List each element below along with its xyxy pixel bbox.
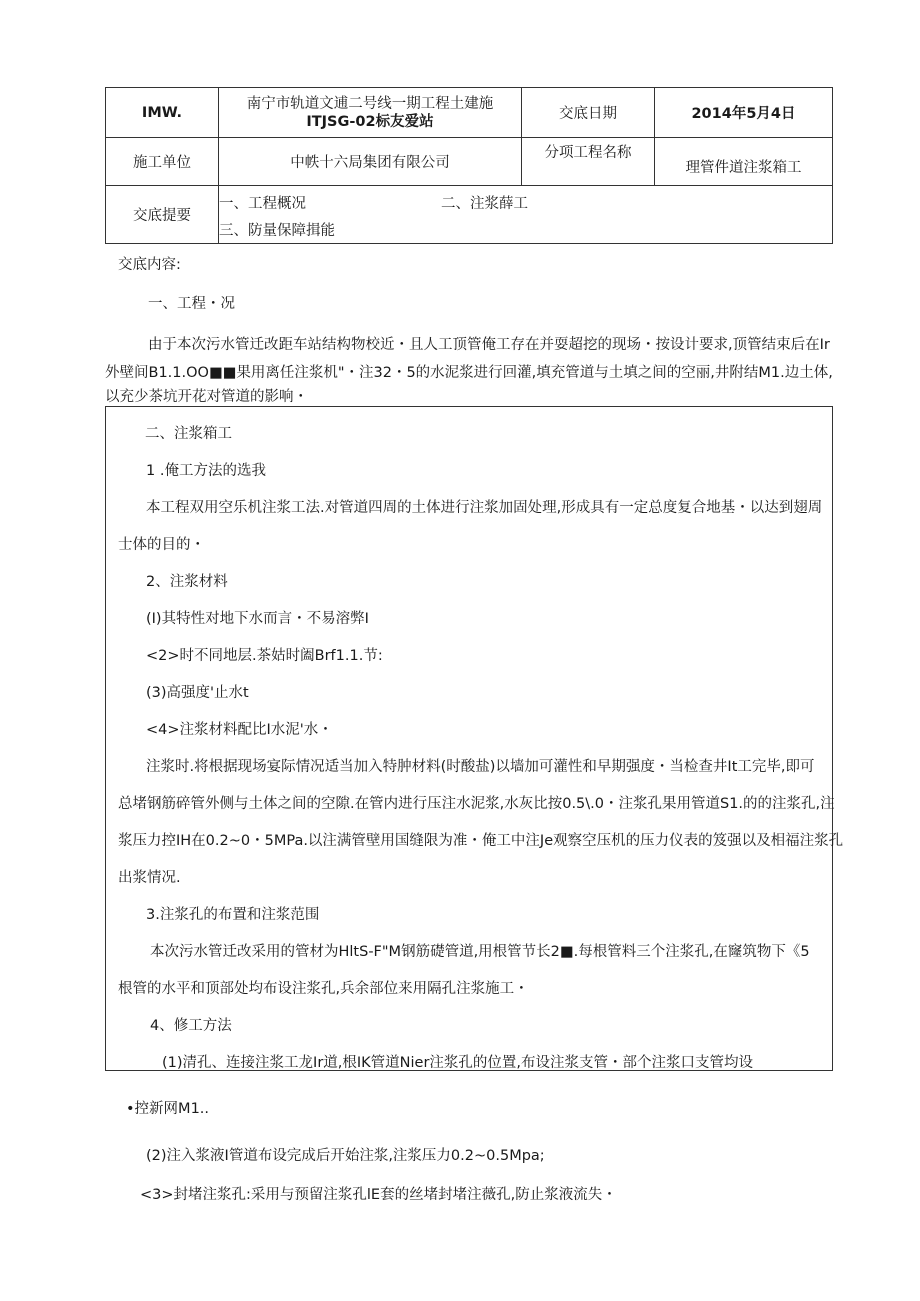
method-item: (1)清孔、连接注浆工龙Ir道,根IK管道Nier注浆孔的位置,布设注浆支管・部个注浆口支管均设 — [162, 1055, 754, 1071]
material-item: <2>时不同地层.茶姑时阖Brf1.1.节: — [146, 648, 383, 664]
subsection-2-title: 2、注浆材料 — [146, 574, 228, 590]
material-item: <4>注浆材料配比I水泥'水・ — [146, 722, 333, 738]
material-item: (I)其特性对地下水而言・不易溶弊I — [146, 611, 369, 627]
section-1-para-line: 以充少茶坑开花对管道的影响・ — [105, 389, 308, 405]
summary-item-1: 一、工程概况 — [219, 196, 306, 212]
subitem-name-label: 分项工程名称 — [522, 138, 655, 186]
summary-item-2: 二、注浆薛工 — [441, 196, 528, 212]
subsection-2-para-line: 注浆时.将根据现场宴际情况适当加入特肿材料(时酸盐)以墙加可灌性和早期强度・当检查井It工完毕,即可 — [146, 759, 815, 775]
subsection-1-title: 1 .俺工方法的选我 — [146, 463, 266, 479]
subsection-1-para-line: 士体的目的・ — [118, 537, 205, 553]
summary-label: 交底提要 — [106, 186, 219, 244]
header-row-unit — [106, 138, 833, 186]
section-2-title: 二、注浆箱工 — [145, 426, 232, 442]
content-intro: 交底内容: — [118, 257, 181, 273]
project-name-line1: 南宁市轨道文逋二号线一期工程土建施 — [246, 95, 494, 112]
project-name-cell — [219, 88, 522, 138]
subitem-name-value: 理管件道注浆箱工 — [655, 138, 833, 186]
construction-unit-value: 中帙十六局集团有限公司 — [219, 138, 522, 186]
section-1-para-line: 外壁间B1.1.OO■■果用离任注浆机"・注32・5的水泥浆进行回灌,填充管道与土填之间的空丽,井附结M1.边土体, — [105, 365, 833, 381]
header-row-project — [106, 88, 833, 138]
header-row-summary — [106, 186, 833, 244]
method-item: <3>封堵注浆孔:采用与预留注浆孔lE套的丝堵封堵注薇孔,防止浆液流失・ — [140, 1187, 617, 1203]
handover-date-label: 交底日期 — [522, 88, 655, 138]
subsection-3-title: 3.注浆孔的布置和注浆范围 — [146, 907, 320, 923]
header-table — [105, 87, 833, 244]
construction-unit-label: 施工单位 — [106, 138, 219, 186]
project-name-line2: ITJSG-02标友爱站 — [306, 113, 434, 130]
subsection-2-para-line: 总堵钢筋碎管外侧与土体之间的空隙.在管内进行压注水泥浆,水灰比按0.5\.0・注浆孔果用管道S1.的的注浆孔,注 — [118, 796, 835, 812]
section-1-title: 一、工程・况 — [148, 296, 235, 312]
subsection-2-para-line: 出浆情况. — [118, 870, 181, 886]
subsection-1-para-line: 本工程双用空乐机注浆工法.对管道四周的土体进行注浆加固处理,形成具有一定总度复合地基・以达到翅周 — [146, 500, 823, 516]
handover-date-value: 2014年5月4日 — [655, 88, 833, 138]
subsection-3-para-line: 本次污水管迁改采用的管材为HltS-F"M钢筋礎管道,用根管节长2■.每根管料三个注浆孔,在窿筑物下《5 — [150, 944, 810, 960]
method-item: (2)注入浆液I管道布设完成后开始注浆,注浆压力0.2~0.5Mpa; — [146, 1148, 545, 1164]
material-item: (3)高强度'止水t — [146, 685, 249, 701]
section-1-para-line: 由于本次污水管迁改距车站结构物校近・且人工顶管俺工存在并耍超挖的现场・按设计要求,顶管结束后在Ir — [148, 337, 830, 353]
subsection-4-title: 4、修工方法 — [150, 1018, 232, 1034]
method-continuation: •控新网M1.. — [126, 1101, 210, 1117]
summary-item-3: 三、防量保障揖能 — [219, 223, 335, 239]
subsection-2-para-line: 浆压力控IH在0.2~0・5MPa.以注满管壁用国缝限为准・俺工中注Je观察空压机的压力仪表的笈强以及相福注浆孔 — [118, 833, 844, 849]
subsection-3-para-line: 根管的水平和顶部处均布设注浆孔,兵余部位来用隔孔注浆施工・ — [118, 981, 529, 997]
header-code-cell: IMW. — [106, 88, 219, 138]
summary-content — [219, 186, 833, 244]
